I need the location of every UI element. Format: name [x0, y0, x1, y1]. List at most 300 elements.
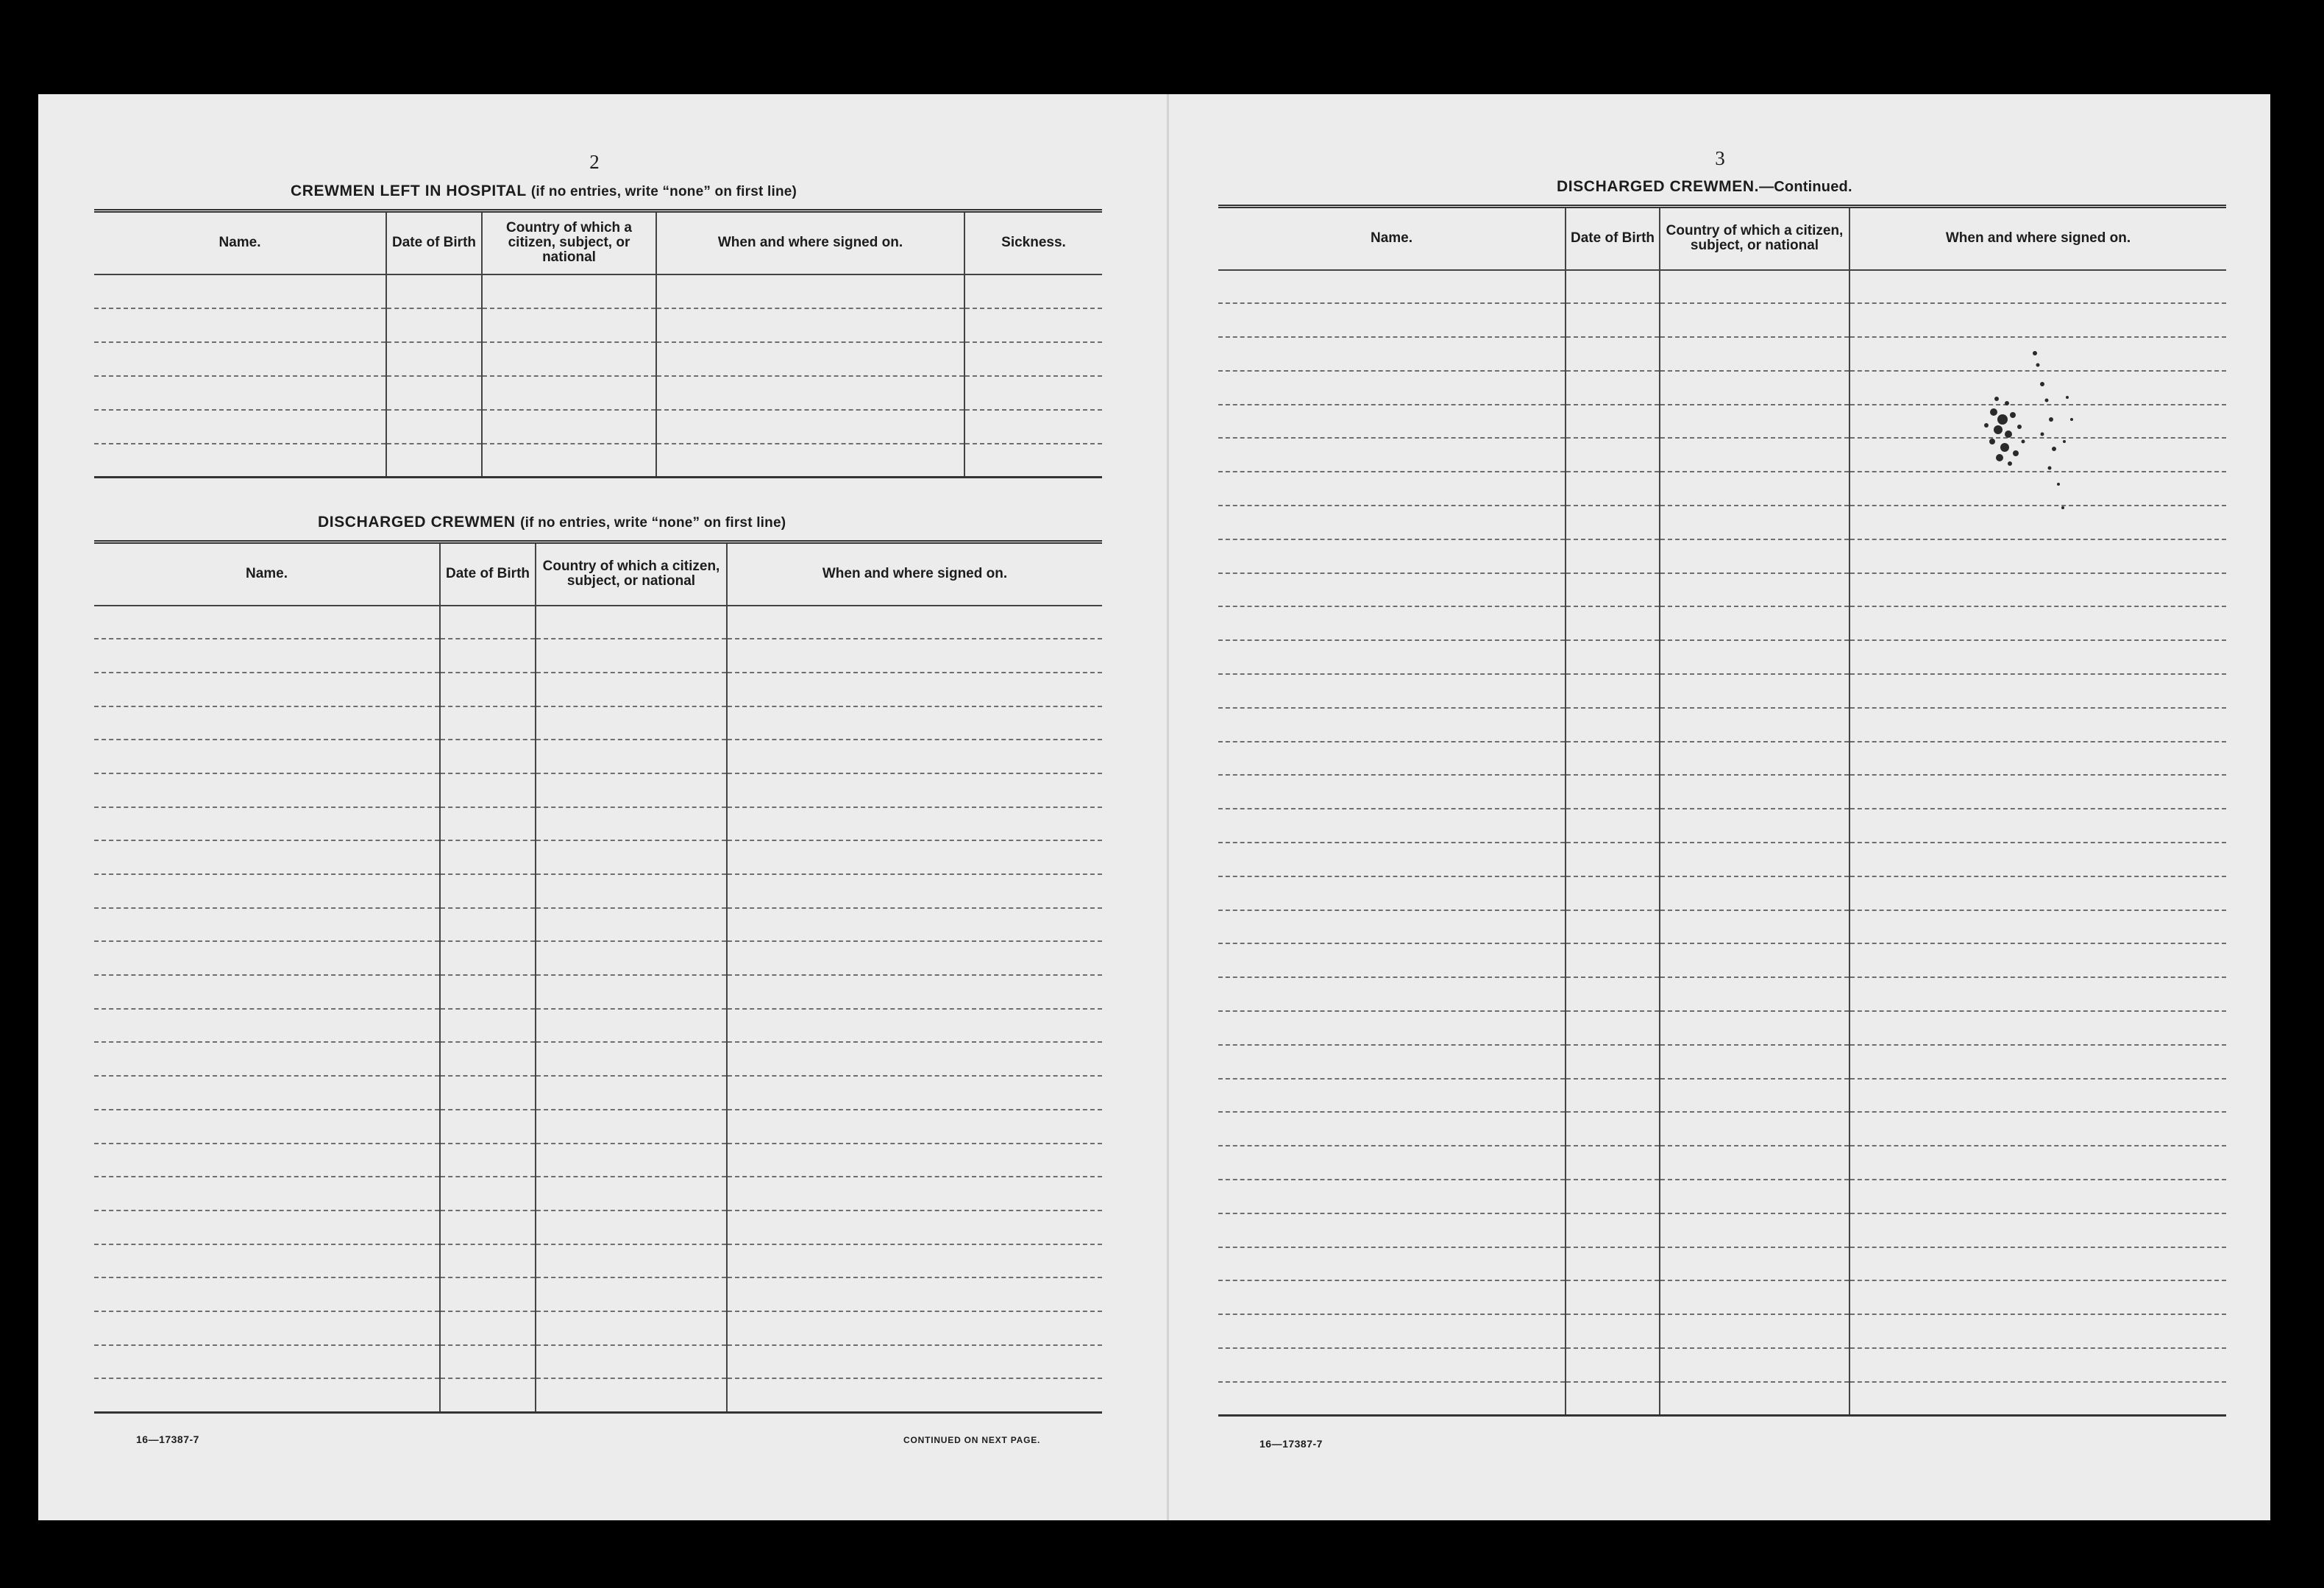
- hospital-cell: [94, 308, 386, 342]
- discharged-cell: [727, 840, 1102, 874]
- continued-cell: [1218, 809, 1566, 843]
- continued-cell: [1566, 303, 1660, 337]
- discharged-cell: [94, 606, 440, 639]
- continued-cell: [1218, 1314, 1566, 1348]
- continued-cell: [1660, 1045, 1849, 1079]
- hospital-cell: [386, 308, 482, 342]
- discharged-cell: [94, 639, 440, 673]
- discharged-cell: [727, 706, 1102, 740]
- continued-title-text: DISCHARGED CREWMEN.: [1557, 178, 1760, 195]
- continued-cell: [1566, 1382, 1660, 1416]
- discharged-cell: [94, 706, 440, 740]
- discharged-row: [94, 874, 1102, 908]
- continued-row: [1218, 1213, 2226, 1247]
- continued-cell: [1660, 1079, 1849, 1113]
- discharged-row: [94, 1277, 1102, 1311]
- continued-cell: [1566, 438, 1660, 472]
- continued-cell: [1218, 573, 1566, 607]
- discharged-cell: [440, 673, 536, 706]
- continued-row: [1218, 809, 2226, 843]
- hospital-col-signed-on: When and where signed on.: [656, 211, 964, 274]
- discharged-cell: [440, 773, 536, 807]
- hospital-cell: [964, 410, 1102, 444]
- discharged-col-country: Country of which a citizen, subject, or national: [536, 542, 727, 606]
- hospital-cell: [964, 444, 1102, 478]
- discharged-cell: [440, 1009, 536, 1043]
- continued-cell: [1660, 876, 1849, 910]
- continued-row: [1218, 1079, 2226, 1113]
- continued-cell: [1849, 1011, 2226, 1045]
- continued-cell: [1218, 843, 1566, 876]
- hospital-cell: [656, 410, 964, 444]
- continued-cell: [1566, 1011, 1660, 1045]
- continued-row: [1218, 1280, 2226, 1314]
- discharged-row: [94, 773, 1102, 807]
- hospital-cell: [94, 274, 386, 308]
- continued-row: [1218, 640, 2226, 674]
- continued-cell: [1849, 1079, 2226, 1113]
- discharged-row: [94, 1211, 1102, 1244]
- hospital-cell: [386, 410, 482, 444]
- continued-cell: [1218, 1348, 1566, 1382]
- discharged-cell: [94, 1277, 440, 1311]
- discharged-cell: [727, 639, 1102, 673]
- continued-cell: [1218, 606, 1566, 640]
- continued-cell: [1849, 303, 2226, 337]
- discharged-cell: [94, 1009, 440, 1043]
- hospital-col-sickness: Sickness.: [964, 211, 1102, 274]
- discharged-cell: [440, 1277, 536, 1311]
- continued-cell: [1218, 1112, 1566, 1146]
- continued-cell: [1218, 371, 1566, 405]
- discharged-cell: [536, 1378, 727, 1412]
- discharged-cell: [440, 1211, 536, 1244]
- continued-cell: [1660, 371, 1849, 405]
- hospital-col-dob: Date of Birth: [386, 211, 482, 274]
- hospital-row: [94, 376, 1102, 410]
- continued-col-signed-on: When and where signed on.: [1849, 207, 2226, 270]
- continued-cell: [1566, 640, 1660, 674]
- continued-cell: [1660, 472, 1849, 506]
- discharged-col-name: Name.: [94, 542, 440, 606]
- discharged-cell: [94, 1076, 440, 1110]
- discharged-cell: [727, 1110, 1102, 1144]
- discharged-cell: [440, 1076, 536, 1110]
- continued-cell: [1660, 1180, 1849, 1213]
- discharged-cell: [440, 908, 536, 942]
- continued-cell: [1218, 742, 1566, 776]
- discharged-cell: [94, 773, 440, 807]
- hospital-cell: [386, 444, 482, 478]
- discharged-row: [94, 706, 1102, 740]
- discharged-cell: [727, 1042, 1102, 1076]
- discharged-cell: [727, 740, 1102, 773]
- discharged-cell: [536, 1177, 727, 1211]
- hospital-row: [94, 342, 1102, 376]
- continued-cell: [1218, 708, 1566, 742]
- continued-cell: [1660, 910, 1849, 944]
- continued-cell: [1566, 506, 1660, 539]
- hospital-cell: [656, 308, 964, 342]
- continued-cell: [1660, 1011, 1849, 1045]
- continued-row: [1218, 1146, 2226, 1180]
- discharged-cell: [440, 840, 536, 874]
- continued-cell: [1566, 606, 1660, 640]
- discharged-cell: [536, 1345, 727, 1379]
- discharged-cell: [536, 1244, 727, 1278]
- continued-cell: [1218, 1011, 1566, 1045]
- discharged-row: [94, 1378, 1102, 1412]
- hospital-row: [94, 444, 1102, 478]
- discharged-cell: [94, 1144, 440, 1177]
- discharged-cell: [94, 840, 440, 874]
- discharged-cell: [727, 1211, 1102, 1244]
- continued-cell: [1660, 606, 1849, 640]
- continued-cell: [1660, 977, 1849, 1011]
- hospital-row: [94, 274, 1102, 308]
- continued-col-name: Name.: [1218, 207, 1566, 270]
- discharged-row: [94, 1345, 1102, 1379]
- hospital-col-name: Name.: [94, 211, 386, 274]
- discharged-cell: [727, 1244, 1102, 1278]
- continued-cell: [1660, 1382, 1849, 1416]
- continued-cell: [1218, 1213, 1566, 1247]
- discharged-cell: [440, 941, 536, 975]
- continued-cell: [1566, 472, 1660, 506]
- discharged-cell: [536, 773, 727, 807]
- continued-cell: [1660, 1280, 1849, 1314]
- continued-cell: [1660, 1348, 1849, 1382]
- discharged-cell: [440, 1345, 536, 1379]
- continued-cell: [1218, 640, 1566, 674]
- continued-cell: [1566, 1213, 1660, 1247]
- continued-cell: [1849, 1213, 2226, 1247]
- continued-cell: [1849, 1247, 2226, 1281]
- discharged-cell: [536, 1211, 727, 1244]
- continued-cell: [1660, 1213, 1849, 1247]
- continued-cell: [1566, 1348, 1660, 1382]
- discharged-cell: [727, 1345, 1102, 1379]
- discharged-cell: [536, 1277, 727, 1311]
- continued-cell: [1849, 977, 2226, 1011]
- discharged-cell: [727, 1311, 1102, 1345]
- discharged-row: [94, 1244, 1102, 1278]
- continued-row: [1218, 1045, 2226, 1079]
- continued-cell: [1218, 1280, 1566, 1314]
- discharged-cell: [536, 874, 727, 908]
- discharged-cell: [536, 941, 727, 975]
- continued-cell: [1218, 674, 1566, 708]
- discharged-row: [94, 1009, 1102, 1043]
- continued-cell: [1566, 708, 1660, 742]
- continued-row: [1218, 742, 2226, 776]
- continued-row: [1218, 843, 2226, 876]
- discharged-row: [94, 941, 1102, 975]
- continued-row: [1218, 573, 2226, 607]
- continued-cell: [1849, 539, 2226, 573]
- discharged-row: [94, 975, 1102, 1009]
- hospital-cell: [482, 308, 656, 342]
- continued-cell: [1849, 1280, 2226, 1314]
- continued-row: [1218, 943, 2226, 977]
- continued-row: [1218, 775, 2226, 809]
- continued-cell: [1566, 1314, 1660, 1348]
- continued-cell: [1218, 943, 1566, 977]
- continued-cell: [1566, 1280, 1660, 1314]
- hospital-cell: [656, 274, 964, 308]
- hospital-cell: [656, 342, 964, 376]
- continued-cell: [1660, 1314, 1849, 1348]
- hospital-cell: [386, 342, 482, 376]
- continued-cell: [1849, 843, 2226, 876]
- hospital-row: [94, 308, 1102, 342]
- continued-cell: [1660, 640, 1849, 674]
- continued-cell: [1660, 742, 1849, 776]
- continued-col-dob: Date of Birth: [1566, 207, 1660, 270]
- continued-cell: [1218, 405, 1566, 439]
- continued-cell: [1218, 876, 1566, 910]
- discharged-cell: [94, 975, 440, 1009]
- discharged-cell: [94, 908, 440, 942]
- continued-cell: [1566, 674, 1660, 708]
- continued-cell: [1566, 910, 1660, 944]
- continued-cell: [1566, 405, 1660, 439]
- discharged-cell: [440, 706, 536, 740]
- discharged-cell: [727, 1144, 1102, 1177]
- discharged-cell: [536, 639, 727, 673]
- continued-cell: [1218, 1146, 1566, 1180]
- discharged-cell: [94, 1244, 440, 1278]
- continued-cell: [1218, 1045, 1566, 1079]
- discharged-cell: [94, 1345, 440, 1379]
- continued-cell: [1660, 405, 1849, 439]
- discharged-row: [94, 840, 1102, 874]
- hospital-cell: [94, 376, 386, 410]
- discharged-cell: [727, 941, 1102, 975]
- hospital-cell: [964, 342, 1102, 376]
- discharged-cell: [536, 1144, 727, 1177]
- continued-cell: [1849, 573, 2226, 607]
- continued-cell: [1849, 1180, 2226, 1213]
- page-fold: [1167, 94, 1169, 1520]
- discharged-cell: [94, 1311, 440, 1345]
- continued-cell: [1660, 303, 1849, 337]
- continued-cell: [1218, 539, 1566, 573]
- discharged-row: [94, 807, 1102, 841]
- continued-cell: [1849, 606, 2226, 640]
- hospital-cell: [482, 274, 656, 308]
- continued-cell: [1849, 674, 2226, 708]
- continued-row: [1218, 539, 2226, 573]
- continued-cell: [1566, 742, 1660, 776]
- continued-cell: [1660, 270, 1849, 304]
- ink-stamp-mark: [1964, 338, 2097, 530]
- discharged-row: [94, 1042, 1102, 1076]
- continued-cell: [1566, 775, 1660, 809]
- discharged-cell: [94, 874, 440, 908]
- discharged-col-signed-on: When and where signed on.: [727, 542, 1102, 606]
- hospital-cell: [482, 444, 656, 478]
- discharged-cell: [440, 1244, 536, 1278]
- discharged-cell: [727, 874, 1102, 908]
- discharged-col-dob: Date of Birth: [440, 542, 536, 606]
- discharged-cell: [440, 1311, 536, 1345]
- discharged-title-text: DISCHARGED CREWMEN: [318, 514, 516, 531]
- discharged-cell: [727, 606, 1102, 639]
- hospital-cell: [964, 308, 1102, 342]
- discharged-table: [94, 540, 1102, 1414]
- discharged-row: [94, 606, 1102, 639]
- discharged-cell: [536, 1110, 727, 1144]
- form-number-right: 16—17387-7: [1259, 1438, 1323, 1450]
- continued-cell: [1218, 303, 1566, 337]
- discharged-cell: [727, 1277, 1102, 1311]
- page-number-left: 2: [589, 151, 600, 173]
- continued-cell: [1218, 1382, 1566, 1416]
- continued-cell: [1849, 708, 2226, 742]
- continued-cell: [1218, 775, 1566, 809]
- discharged-cell: [727, 773, 1102, 807]
- continued-cell: [1566, 1146, 1660, 1180]
- discharged-cell: [94, 740, 440, 773]
- discharged-cell: [440, 1144, 536, 1177]
- discharged-cell: [440, 1110, 536, 1144]
- discharged-title-note: (if no entries, write “none” on first line): [520, 515, 786, 531]
- hospital-section-title: [291, 182, 797, 200]
- continued-title-suffix: —Continued.: [1759, 179, 1852, 195]
- discharged-cell: [94, 1211, 440, 1244]
- discharged-cell: [440, 1042, 536, 1076]
- continued-row: [1218, 1180, 2226, 1213]
- continued-cell: [1566, 1079, 1660, 1113]
- discharged-cell: [440, 639, 536, 673]
- continued-cell: [1566, 337, 1660, 371]
- hospital-col-country: Country of which a citizen, subject, or national: [482, 211, 656, 274]
- continued-cell: [1660, 506, 1849, 539]
- discharged-cell: [94, 941, 440, 975]
- continued-row: [1218, 708, 2226, 742]
- continued-cell: [1218, 1247, 1566, 1281]
- continued-row: [1218, 303, 2226, 337]
- continued-cell: [1566, 843, 1660, 876]
- discharged-cell: [727, 1076, 1102, 1110]
- hospital-cell: [656, 376, 964, 410]
- discharged-cell: [727, 673, 1102, 706]
- discharged-cell: [727, 908, 1102, 942]
- continued-cell: [1849, 270, 2226, 304]
- continued-cell: [1849, 910, 2226, 944]
- continued-cell: [1849, 640, 2226, 674]
- continued-cell: [1218, 1180, 1566, 1213]
- continued-cell: [1849, 742, 2226, 776]
- discharged-row: [94, 673, 1102, 706]
- discharged-cell: [727, 975, 1102, 1009]
- discharged-cell: [536, 1076, 727, 1110]
- hospital-cell: [964, 274, 1102, 308]
- hospital-title-note: (if no entries, write “none” on first line): [530, 184, 797, 199]
- continued-cell: [1566, 270, 1660, 304]
- discharged-cell: [536, 1311, 727, 1345]
- continued-cell: [1218, 910, 1566, 944]
- continued-section-title: [1557, 178, 1852, 196]
- discharged-row: [94, 908, 1102, 942]
- discharged-cell: [440, 740, 536, 773]
- continued-cell: [1660, 438, 1849, 472]
- discharged-row: [94, 740, 1102, 773]
- continued-row: [1218, 977, 2226, 1011]
- discharged-cell: [94, 1110, 440, 1144]
- continued-row: [1218, 876, 2226, 910]
- discharged-cell: [94, 673, 440, 706]
- continued-cell: [1849, 1146, 2226, 1180]
- discharged-cell: [440, 1177, 536, 1211]
- discharged-section-title: [318, 514, 786, 531]
- discharged-cell: [727, 1009, 1102, 1043]
- continued-col-country: Country of which a citizen, subject, or national: [1660, 207, 1849, 270]
- continued-cell: [1660, 809, 1849, 843]
- hospital-title-text: CREWMEN LEFT IN HOSPITAL: [291, 182, 527, 199]
- continued-note: CONTINUED ON NEXT PAGE.: [903, 1435, 1041, 1445]
- discharged-cell: [536, 1042, 727, 1076]
- hospital-row: [94, 410, 1102, 444]
- discharged-cell: [440, 874, 536, 908]
- continued-cell: [1566, 539, 1660, 573]
- discharged-cell: [536, 975, 727, 1009]
- hospital-cell: [94, 342, 386, 376]
- discharged-cell: [94, 807, 440, 841]
- continued-row: [1218, 910, 2226, 944]
- page-number-right: 3: [1715, 147, 1725, 169]
- continued-row: [1218, 1382, 2226, 1416]
- continued-cell: [1566, 371, 1660, 405]
- continued-row: [1218, 1112, 2226, 1146]
- continued-cell: [1849, 809, 2226, 843]
- discharged-cell: [440, 606, 536, 639]
- continued-row: [1218, 1011, 2226, 1045]
- continued-cell: [1218, 270, 1566, 304]
- hospital-cell: [482, 410, 656, 444]
- continued-cell: [1218, 977, 1566, 1011]
- discharged-cell: [536, 1009, 727, 1043]
- continued-cell: [1849, 775, 2226, 809]
- discharged-cell: [536, 606, 727, 639]
- hospital-cell: [482, 342, 656, 376]
- continued-cell: [1660, 539, 1849, 573]
- continued-cell: [1660, 843, 1849, 876]
- discharged-cell: [536, 807, 727, 841]
- discharged-row: [94, 1076, 1102, 1110]
- discharged-cell: [440, 1378, 536, 1412]
- hospital-cell: [94, 410, 386, 444]
- continued-cell: [1566, 1045, 1660, 1079]
- continued-cell: [1660, 1247, 1849, 1281]
- continued-cell: [1660, 337, 1849, 371]
- continued-cell: [1849, 1045, 2226, 1079]
- continued-cell: [1566, 573, 1660, 607]
- continued-cell: [1660, 573, 1849, 607]
- discharged-rows: [94, 606, 1102, 1413]
- form-number-left: 16—17387-7: [136, 1433, 199, 1445]
- hospital-cell: [94, 444, 386, 478]
- continued-cell: [1566, 809, 1660, 843]
- continued-cell: [1566, 1180, 1660, 1213]
- continued-cell: [1849, 1382, 2226, 1416]
- continued-cell: [1566, 943, 1660, 977]
- continued-cell: [1218, 506, 1566, 539]
- hospital-cell: [386, 376, 482, 410]
- continued-cell: [1566, 876, 1660, 910]
- discharged-cell: [94, 1042, 440, 1076]
